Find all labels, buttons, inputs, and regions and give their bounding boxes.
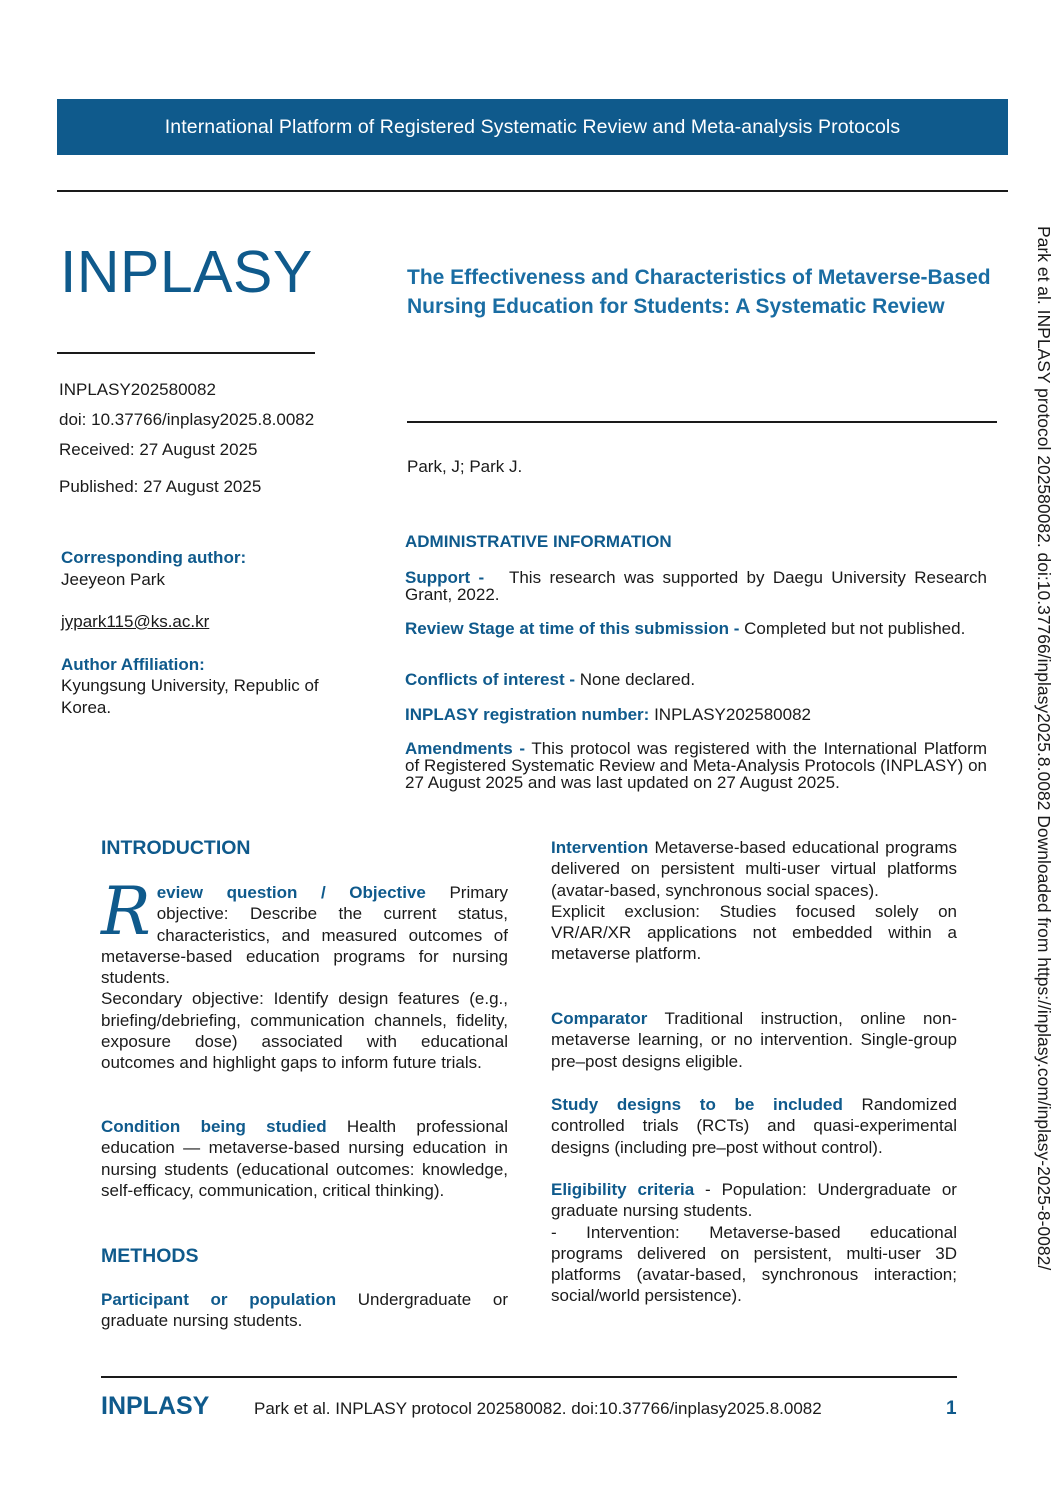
registration-id: INPLASY202580082	[59, 380, 216, 399]
header-rule	[57, 190, 1008, 192]
conflicts-entry	[405, 671, 987, 688]
registration-entry	[405, 706, 987, 723]
eligibility-text: - Population: Undergraduate or graduate nursing students.	[551, 1180, 957, 1221]
amendments-text: This protocol was registered with the International Platform of Registered Systematic Review and Meta-Analysis Protocols (INPLASY) on 27 August 2025 and was last updated on 27 August 2025.	[405, 739, 987, 792]
review-stage-label: Review Stage at time of this submission -	[405, 619, 740, 638]
registration-label: INPLASY registration number:	[405, 705, 650, 724]
download-sidebar-text[interactable]: Park et al. INPLASY protocol 202580082. doi:10.37766/inplasy2025.8.0082 Downloaded from https://inplasy.com/inplasy-2025-8-0082/	[1034, 226, 1054, 1271]
article-title: The Effectiveness and Characteristics of Metaverse-Based Nursing Education for Students: A Systematic Review	[407, 266, 991, 318]
title-rule	[407, 421, 997, 423]
intervention-para2: Explicit exclusion: Studies focused solely on VR/AR/XR applications not embedded within a metaverse platform.	[551, 901, 957, 964]
condition-para	[101, 1116, 508, 1201]
corresponding-author-label: Corresponding author:	[61, 548, 247, 567]
support-entry	[405, 569, 987, 603]
intervention-label: Intervention	[551, 838, 649, 857]
review-question-para1	[101, 873, 508, 988]
published-date: Published: 27 August 2025	[59, 477, 262, 496]
population-block	[101, 1289, 508, 1332]
review-question-block	[101, 873, 508, 1074]
admin-heading-text: ADMINISTRATIVE INFORMATION	[405, 532, 672, 551]
footer-citation: Park et al. INPLASY protocol 202580082. doi:10.37766/inplasy2025.8.0082	[254, 1399, 822, 1418]
corresponding-email-link[interactable]: jypark115@ks.ac.kr	[61, 612, 210, 631]
amendments-entry	[405, 740, 987, 791]
population-para	[101, 1289, 508, 1332]
comparator-label: Comparator	[551, 1009, 648, 1028]
comparator-para	[551, 1008, 957, 1072]
support-text: This research was supported by Daegu University Research Grant, 2022.	[405, 568, 988, 604]
affiliation-label: Author Affiliation:	[61, 655, 205, 674]
conflicts-text: None declared.	[579, 670, 696, 689]
review-question-label: eview question / Objective	[156, 883, 426, 902]
eligibility-para1	[551, 1179, 957, 1222]
study-designs-label: Study designs to be included	[551, 1095, 843, 1114]
population-text: Undergraduate or graduate nursing students.	[101, 1290, 508, 1331]
journal-banner: International Platform of Registered Systematic Review and Meta-analysis Protocols	[57, 99, 1008, 155]
condition-text: Health professional education — metaverse-based nursing education in nursing students (educational outcomes: knowledge, self-efficacy, communication, critical thinking).	[101, 1117, 509, 1200]
page-number: 1	[946, 1398, 957, 1419]
amendments-label: Amendments -	[405, 739, 525, 758]
methods-heading: METHODS	[101, 1245, 199, 1267]
review-question-text: Primary objective: Describe the current status, characteristics, and measured outcomes of metaverse-based education programs for nursing students.	[101, 883, 508, 988]
intervention-text: Metaverse-based educational programs delivered on persistent multi-user virtual platforms (avatar-based, synchronous social spaces).	[551, 838, 957, 900]
comparator-text: Traditional instruction, online non-metaverse learning, or no intervention. Single-group pre–post designs eligible.	[551, 1009, 957, 1071]
doi[interactable]: doi: 10.37766/inplasy2025.8.0082	[59, 410, 315, 429]
footer-rule	[101, 1376, 957, 1378]
population-label: Participant or population	[101, 1290, 337, 1309]
intervention-para1	[551, 837, 957, 901]
brand-rule	[57, 352, 315, 354]
support-label: Support -	[405, 568, 485, 587]
condition-label: Condition being studied	[101, 1117, 327, 1136]
drop-cap: R	[101, 873, 151, 950]
comparator-block	[551, 1008, 957, 1072]
condition-block	[101, 1116, 508, 1201]
footer-brand: INPLASY	[101, 1392, 210, 1420]
study-designs-para	[551, 1094, 957, 1158]
review-stage-entry	[405, 620, 987, 637]
authors: Park, J; Park J.	[407, 457, 523, 476]
eligibility-block	[551, 1179, 957, 1307]
study-designs-block	[551, 1094, 957, 1158]
eligibility-label: Eligibility criteria	[551, 1180, 695, 1199]
conflicts-label: Conflicts of interest -	[405, 670, 576, 689]
brand-logo-text: INPLASY	[60, 239, 313, 305]
corresponding-author-name: Jeeyeon Park	[61, 570, 165, 589]
introduction-heading: INTRODUCTION	[101, 837, 251, 859]
admin-heading	[405, 533, 987, 550]
review-stage-text: Completed but not published.	[744, 619, 966, 638]
received-date: Received: 27 August 2025	[59, 440, 258, 459]
study-designs-text: Randomized controlled trials (RCTs) and quasi-experimental designs (including pre–post without control).	[551, 1095, 957, 1157]
review-question-para2: Secondary objective: Identify design features (e.g., briefing/debriefing, communication channels, fidelity, exposure dose) associated with educational outcomes and highlight gaps to inform future trials.	[101, 989, 508, 1073]
intervention-block	[551, 837, 957, 965]
registration-text: INPLASY202580082	[654, 705, 811, 724]
download-sidebar	[1026, 226, 1054, 1306]
eligibility-para2: - Intervention: Metaverse-based educational programs delivered on persistent, multi-user 3D platforms (avatar-based, synchronous interaction; social/world persistence).	[551, 1222, 957, 1306]
affiliation-text: Kyungsung University, Republic of Korea.	[61, 676, 319, 717]
